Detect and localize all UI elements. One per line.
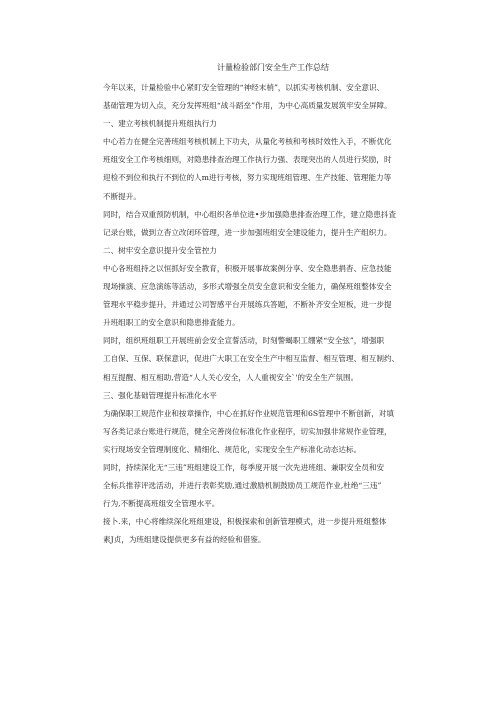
document-title: 计量检验部门安全生产工作总结 xyxy=(217,63,329,72)
paragraph-line: 记录台账，做到立杳立改闭环管理，进一步加强班组安全建设能力，提升生产组织力。 xyxy=(103,227,392,237)
paragraph-line: 全标兵推荐评选活动，并进行表彰奖励,通过激励机制鼓励员工规范作业,杜绝“三违” xyxy=(103,481,382,491)
document-body xyxy=(103,79,443,549)
paragraph-line: 同时，持续深化无“三违”班组建设工作，每季度开展一次先进班组、兼职安全员和安 xyxy=(103,462,385,472)
paragraph-line: 为确保职工规范作业和按章操作，中心在抓好作业规范管理和6S管理中不断创新，对填 xyxy=(103,408,394,418)
section-heading: 二、树牢安全意识提升安全管控力 xyxy=(103,245,217,255)
closing-line: 接卜.来，中心将维续深化班组建设，积极探索和创新管理模式，进一步提升班组整体 xyxy=(103,517,387,527)
paragraph-line: 实行现场安全管理制度化、精细化、规范化，实现安全生产标准化动态达标。 xyxy=(103,444,362,454)
paragraph-line: 中心若力在健全完善班组考核机制上下功夫，从量化考核和考核时效性入手，不断优化 xyxy=(103,137,392,147)
closing-line: 素J贞，为班组建设提供更多有益的经验和借鉴。 xyxy=(103,535,266,545)
paragraph-line: 升班组职工的安全意识和隐患排査能力。 xyxy=(103,318,240,328)
section-heading: 一、建立考核机制提升班组执行力 xyxy=(103,119,217,129)
intro-line: 今年以来，计量检验中心紧盯安全管理的“神经末梢”，以抓实考核机制、安全意识、 xyxy=(103,83,385,92)
paragraph-line: 相互提醒、相互相助,营造“人人关心安全，人人重视安全`'的安全生产氛围。 xyxy=(103,372,359,382)
paragraph-line: 现场操演、应急演练等活动，多形式增强全员安全意识和安全能力，确保班组整体安全 xyxy=(103,282,392,292)
paragraph-line: 不断提升。 xyxy=(103,191,141,201)
paragraph-line: 工自保、互保、联保意识，促进广大职工在安全生产中相互监督、相互管理、相互制约、 xyxy=(103,354,400,364)
paragraph-line: 管理水平稳步提升，并通过公司智感平台开展练兵答题，不断补齐安全短板，进一步提 xyxy=(103,300,392,310)
section-heading: 三、强化基础管理提升标准化水平 xyxy=(103,390,217,400)
paragraph-line: 写各类记录台账进行规范，健全完善岗位标准化作业程序，切实加强非常规作业管理， xyxy=(103,426,392,436)
paragraph-line: 中心各班组持之以恒抓好安全教育，积极开展事故案例分享、安全隐患捐杳、应急技能 xyxy=(103,263,392,273)
intro-line: 基础管理为切入点，充分发挥班组“战斗蹈垒”作用，为中心高质量发展筑牢安全屏障。 xyxy=(103,101,392,111)
paragraph-line: 同时，组织班组职工开展班前会安全宣誓活动，时刻警蝎职工绷紧“安全弦”，增强职 xyxy=(103,336,385,346)
paragraph-line: 班组安全工作考核细则，对隐患排查治理工作执行力强、表现突出的人员进行奖励，时 xyxy=(103,155,392,165)
paragraph-line: 行为,不断提高班组安全管理水平。 xyxy=(103,499,220,509)
paragraph-line: 同时，结合双重预防机制，中心组织各单位进•步加强隐患排查治理工作，建立隐患抖査 xyxy=(103,209,397,219)
paragraph-line: 迎检不到位和执行不到位的人m进行考核，努力实现班组管理、生产技能、管理能力等 xyxy=(103,173,392,183)
